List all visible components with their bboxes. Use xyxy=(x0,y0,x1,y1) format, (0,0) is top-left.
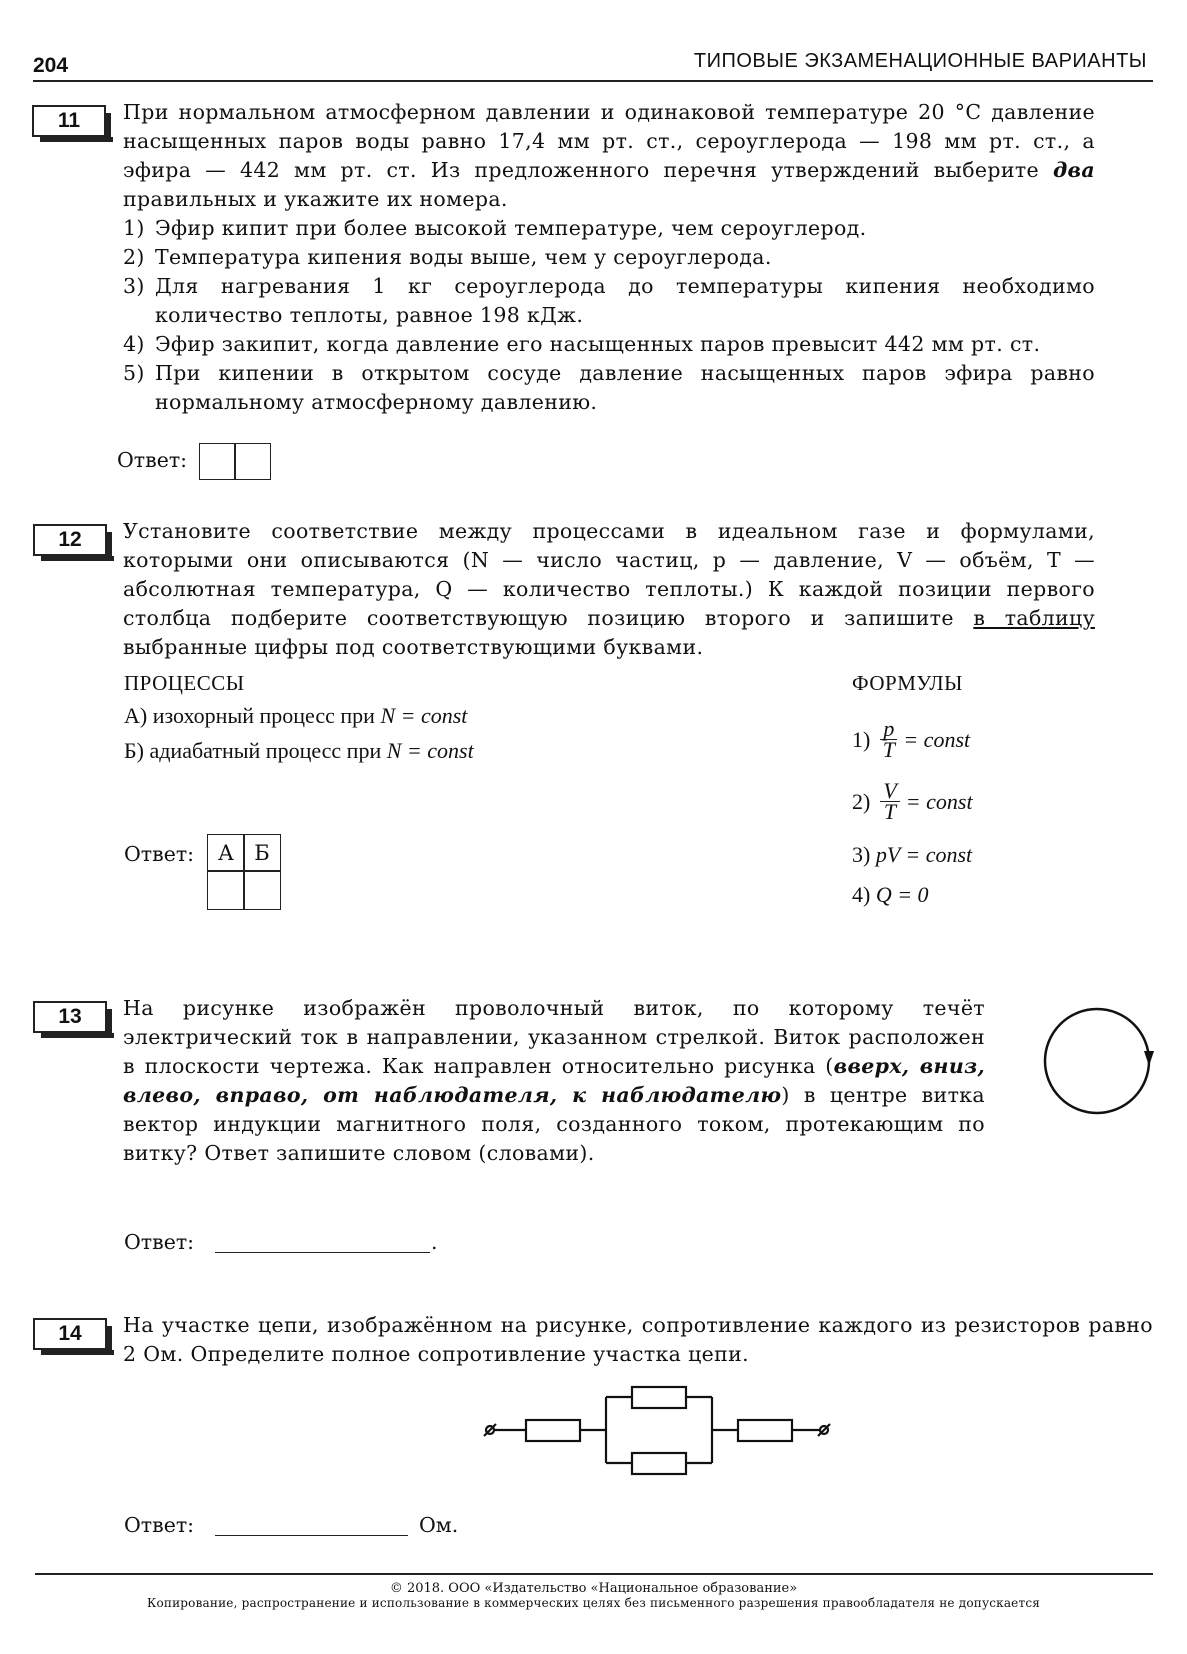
wire-loop xyxy=(1045,1009,1149,1113)
processes-header: ПРОЦЕССЫ xyxy=(124,671,245,695)
q11-options xyxy=(123,214,1095,417)
q14-answer-label: Ответ: xyxy=(124,1513,195,1537)
formula-2: 2) $\frac{V}{T}$ = const xyxy=(852,778,973,824)
q11-option-1: 1) Эфир кипит при более высокой температуре, чем сероуглерод. xyxy=(123,216,867,240)
q12-table-header-a: А xyxy=(207,834,245,872)
q14-text: На участке цепи, изображённом на рисунке, сопротивление каждого из резисторов равно 2 Ом. Определите полное сопротивление участка цепи. xyxy=(123,1313,1153,1366)
q11-answer-cell-2[interactable] xyxy=(234,443,271,480)
formula-1: 1) $\frac{p}{T}$ = const xyxy=(852,716,971,762)
q13-answer-line[interactable] xyxy=(215,1252,430,1253)
q11-option-4: 4) Эфир закипит, когда давление его насыщенных паров превысит 442 мм рт. ст. xyxy=(123,332,1041,356)
footer-divider xyxy=(35,1573,1153,1575)
q13-answer-label: Ответ: xyxy=(124,1230,195,1254)
formula-4: 4) Q = 0 xyxy=(852,882,929,907)
q12-table-header-b: Б xyxy=(243,834,281,872)
circuit-diagram xyxy=(480,1385,840,1485)
q11-answer-label: Ответ: xyxy=(117,448,188,472)
header-divider xyxy=(33,80,1153,82)
resistor-3 xyxy=(632,1453,686,1474)
process-b: Б) адиабатный процесс при N = const xyxy=(124,738,474,763)
current-direction-arrow-icon xyxy=(1144,1051,1154,1066)
q12-answer-label: Ответ: xyxy=(124,842,195,866)
q13-text: На рисунке изображён проволочный виток, по которому течёт электрический ток в направлении, указанном стрелкой. Виток расположен в плоскости чертежа. Как направлен относительно рисунка (вверх, вниз, влево, вправо, от наблюдателя, к наблюдателю) в центре витка вектор индукции магнитного поля, созданного током, протекающим по витку? Ответ запишите словом (словами). xyxy=(123,996,986,1165)
q11-text: При нормальном атмосферном давлении и одинаковой температуре 20 °С давление насыщенных паров воды равно 17,4 мм рт. ст., сероуглерода — 198 мм рт. ст., а эфира — 442 мм рт. ст. Из предложенного перечня утверждений выберите два правильных и укажите их номера. xyxy=(123,100,1095,211)
page-number: 204 xyxy=(33,54,69,77)
resistor-4 xyxy=(738,1420,792,1441)
footer-notice: Копирование, распространение и использование в коммерческих целях без письменного разрешения правообладателя не допускается xyxy=(146,1596,1041,1610)
formulas-header: ФОРМУЛЫ xyxy=(852,671,963,695)
q14-answer-unit: Ом. xyxy=(419,1513,459,1537)
q13-answer-suffix: . xyxy=(431,1230,438,1254)
q12-text: Установите соответствие между процессами в идеальном газе и формулами, которыми они описываются (N — число частиц, p — давление, V — объём, T — абсолютная температура, Q — количество теплоты.) К каждой позиции первого столбца подберите соответствующую позицию второго и запишите в таблицу выбранные цифры под соответствующими буквами. xyxy=(123,519,1095,659)
q11-option-5: 5) При кипении в открытом сосуде давление насыщенных паров эфира равно нормальному атмосферному давлению. xyxy=(123,361,1095,414)
question-number-13: 13 xyxy=(33,1001,107,1033)
q12-answer-cell-b[interactable] xyxy=(243,870,281,910)
process-a: А) изохорный процесс при N = const xyxy=(124,703,468,728)
formula-3: 3) pV = const xyxy=(852,842,973,867)
q14-answer-line[interactable] xyxy=(215,1535,408,1536)
question-number-14: 14 xyxy=(33,1318,107,1350)
resistor-2 xyxy=(632,1387,686,1408)
running-header: ТИПОВЫЕ ЭКЗАМЕНАЦИОННЫЕ ВАРИАНТЫ xyxy=(693,50,1147,72)
q11-option-2: 2) Температура кипения воды выше, чем у сероуглерода. xyxy=(123,245,772,269)
q12-answer-cell-a[interactable] xyxy=(207,870,245,910)
footer-copyright: © 2018. ООО «Издательство «Национальное образование» xyxy=(389,1581,798,1596)
resistor-1 xyxy=(526,1420,580,1441)
question-number-11: 11 xyxy=(32,105,106,137)
q11-answer-cell-1[interactable] xyxy=(199,443,236,480)
current-loop-figure xyxy=(1040,1004,1155,1119)
question-number-12: 12 xyxy=(33,524,107,556)
q11-option-3: 3) Для нагревания 1 кг сероуглерода до температуры кипения необходимо количество теплоты, равное 198 кДж. xyxy=(123,274,1095,327)
